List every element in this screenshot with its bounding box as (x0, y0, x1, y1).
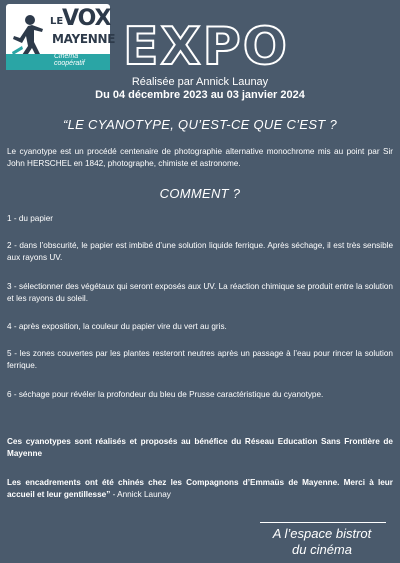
note-resf: Ces cyanotypes sont réalisés et proposés au bénéfice du Réseau Education Sans Frontière de Mayenne (7, 437, 393, 458)
vox-mayenne-logo (6, 4, 116, 70)
note-emmaus-author: - Annick Launay (110, 490, 171, 499)
step-6: 6 - séchage pour révéler la profondeur du bleu de Prusse caractéristique du cyanotype. (7, 390, 324, 399)
footer-location (248, 526, 396, 558)
footer-divider (260, 522, 386, 523)
note-emmaus (7, 477, 393, 501)
footer-line-2: du cinéma (292, 542, 352, 557)
step-4: 4 - après exposition, la couleur du papier vire du vert au gris. (7, 322, 227, 331)
logo-mayenne-text: MAYENNE (52, 32, 116, 46)
author-line: Réalisée par Annick Launay (131, 76, 269, 88)
note-emmaus-text: Les encadrements ont été chinés chez les Compagnons d’Emmaüs de Mayenne. Merci à leur accueil et leur gentillesse” (7, 478, 393, 499)
intro-paragraph: Le cyanotype est un procédé centenaire de photographie alternative monochrome mis au point par Sir John HERSCHEL en 1842, photographe, chimiste et astronome. (7, 147, 393, 168)
logo-tagline: Cinéma coopératif (54, 53, 85, 67)
logo-le-text: LE (50, 16, 64, 27)
step-5: 5 - les zones couvertes par les plantes resteront neutres après un passage à l’eau pour rincer la solution ferrique. (7, 349, 393, 370)
step-2: 2 - dans l’obscurité, le papier est imbibé d’une solution liquide ferrique. Après séchage, il est très sensible aux rayons UV. (7, 241, 393, 262)
section-heading-what: “LE CYANOTYPE, QU’EST-CE QUE C’EST ? (63, 117, 337, 132)
step-1: 1 - du papier (7, 214, 53, 223)
footer-line-1: A l’espace bistrot (272, 526, 372, 541)
section-heading-how: COMMENT ? (159, 186, 241, 201)
logo-vox-text: VOX (62, 6, 111, 31)
date-range: Du 04 décembre 2023 au 03 janvier 2024 (95, 89, 305, 101)
expo-title-text: EXPO (123, 17, 289, 77)
step-3: 3 - sélectionner des végétaux qui seront exposés aux UV. La réaction chimique se produit entre la solution et les rayons du soleil. (7, 282, 393, 303)
expo-title (123, 16, 289, 77)
